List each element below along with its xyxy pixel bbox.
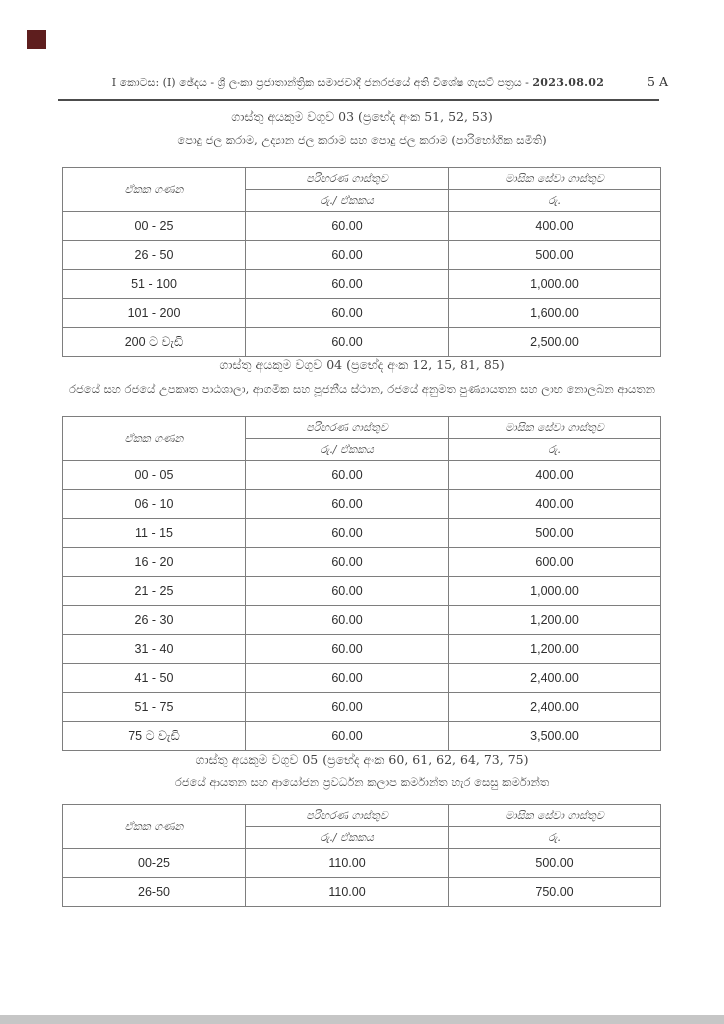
column-subheader-rs-per-unit: රු./ ඒකකය bbox=[246, 439, 449, 461]
column-header-units: ඒකක ගණන bbox=[63, 805, 246, 849]
table-cell: 500.00 bbox=[449, 241, 661, 270]
table-cell: 200 ට වැඩි bbox=[63, 328, 246, 357]
table-cell: 110.00 bbox=[246, 849, 449, 878]
column-header-service-charge: මාසික සේවා ගාස්තුව bbox=[449, 168, 661, 190]
table-row bbox=[63, 270, 661, 299]
gazette-date: 2023.08.02 bbox=[532, 76, 605, 89]
table-row bbox=[63, 241, 661, 270]
table-cell: 400.00 bbox=[449, 490, 661, 519]
table-row bbox=[63, 606, 661, 635]
table-cell: 60.00 bbox=[246, 461, 449, 490]
table-row bbox=[63, 461, 661, 490]
table-cell: 101 - 200 bbox=[63, 299, 246, 328]
table-cell: 500.00 bbox=[449, 849, 661, 878]
table-cell: 31 - 40 bbox=[63, 635, 246, 664]
table-row bbox=[63, 577, 661, 606]
table-cell: 60.00 bbox=[246, 664, 449, 693]
table-cell: 16 - 20 bbox=[63, 548, 246, 577]
page-number: 5 A bbox=[647, 74, 668, 89]
column-header-service-charge: මාසික සේවා ගාස්තුව bbox=[449, 417, 661, 439]
table-cell: 60.00 bbox=[246, 212, 449, 241]
table-cell: 500.00 bbox=[449, 519, 661, 548]
table-cell: 60.00 bbox=[246, 519, 449, 548]
page-bottom-scan-strip bbox=[0, 1015, 724, 1024]
table-cell: 2,400.00 bbox=[449, 664, 661, 693]
column-header-units: ඒකක ගණන bbox=[63, 417, 246, 461]
table-cell: 60.00 bbox=[246, 548, 449, 577]
table-cell: 110.00 bbox=[246, 878, 449, 907]
table-cell: 00 - 05 bbox=[63, 461, 246, 490]
fee-table-04 bbox=[62, 416, 661, 751]
table-cell: 400.00 bbox=[449, 212, 661, 241]
table-row bbox=[63, 878, 661, 907]
gazette-header bbox=[58, 76, 658, 94]
table-cell: 51 - 75 bbox=[63, 693, 246, 722]
table-cell: 60.00 bbox=[246, 270, 449, 299]
table-row bbox=[63, 664, 661, 693]
table-cell: 75 ට වැඩි bbox=[63, 722, 246, 751]
table-cell: 2,400.00 bbox=[449, 693, 661, 722]
table-cell: 2,500.00 bbox=[449, 328, 661, 357]
table-row bbox=[63, 328, 661, 357]
table-cell: 1,200.00 bbox=[449, 606, 661, 635]
table-cell: 60.00 bbox=[246, 693, 449, 722]
table-cell: 60.00 bbox=[246, 241, 449, 270]
table-cell: 750.00 bbox=[449, 878, 661, 907]
column-header-usage-charge: පරිහරණ ගාස්තුව bbox=[246, 168, 449, 190]
fee-table-03 bbox=[62, 167, 661, 357]
table-cell: 1,000.00 bbox=[449, 270, 661, 299]
column-subheader-rs-per-unit: රු./ ඒකකය bbox=[246, 190, 449, 212]
table-cell: 41 - 50 bbox=[63, 664, 246, 693]
table-cell: 1,600.00 bbox=[449, 299, 661, 328]
section-3-title: ගාස්තු අයකුම වගුව 05 (ප්‍රභේද අංක 60, 61, 62, 64, 73, 75) bbox=[195, 752, 529, 767]
fee-table-05 bbox=[62, 804, 661, 907]
gazette-title: ශ්‍රී ලංකා ප්‍රජාතාන්ත්‍රික සමාජවාදී ජනරජයේ අති විශේෂ ගැසට් පත්‍රය - bbox=[217, 76, 529, 89]
table-row bbox=[63, 212, 661, 241]
table-cell: 26 - 50 bbox=[63, 241, 246, 270]
table-cell: 60.00 bbox=[246, 577, 449, 606]
table-cell: 51 - 100 bbox=[63, 270, 246, 299]
column-subheader-rs: රු. bbox=[449, 827, 661, 849]
table-cell: 06 - 10 bbox=[63, 490, 246, 519]
table-row bbox=[63, 722, 661, 751]
table-row bbox=[63, 849, 661, 878]
table-cell: 26 - 30 bbox=[63, 606, 246, 635]
table-cell: 1,000.00 bbox=[449, 577, 661, 606]
table-cell: 60.00 bbox=[246, 606, 449, 635]
section-2-subtitle: රජයේ සහ රජයේ උපකෘත පාඨශාලා, ආගමික සහ පූජනීය ස්ථාන, රජයේ අනුමත පුණ්‍යායතන සහ ලාභ නොලබන ආයතන bbox=[69, 382, 655, 396]
table-cell: 1,200.00 bbox=[449, 635, 661, 664]
column-header-usage-charge: පරිහරණ ගාස්තුව bbox=[246, 417, 449, 439]
column-subheader-rs-per-unit: රු./ ඒකකය bbox=[246, 827, 449, 849]
column-subheader-rs: රු. bbox=[449, 190, 661, 212]
corner-registration-mark bbox=[27, 30, 46, 49]
table-cell: 00 - 25 bbox=[63, 212, 246, 241]
table-cell: 60.00 bbox=[246, 490, 449, 519]
table-row bbox=[63, 693, 661, 722]
table-row bbox=[63, 519, 661, 548]
table-cell: 60.00 bbox=[246, 722, 449, 751]
column-header-units: ඒකක ගණන bbox=[63, 168, 246, 212]
table-cell: 21 - 25 bbox=[63, 577, 246, 606]
table-cell: 600.00 bbox=[449, 548, 661, 577]
section-2-title: ගාස්තු අයකුම වගුව 04 (ප්‍රභේද අංක 12, 15, 81, 85) bbox=[219, 357, 505, 372]
section-3-subtitle: රජයේ ආයතන සහ ආයෝජන ප්‍රවර්ධන කලාප කර්මාන්ත හැර සෙසු කර්මාන්ත bbox=[174, 775, 550, 789]
table-cell: 60.00 bbox=[246, 299, 449, 328]
section-1-title: ගාස්තු අයකුම වගුව 03 (ප්‍රභේද අංක 51, 52, 53) bbox=[231, 109, 493, 124]
column-subheader-rs: රු. bbox=[449, 439, 661, 461]
table-cell: 400.00 bbox=[449, 461, 661, 490]
table-cell: 00-25 bbox=[63, 849, 246, 878]
section-1-subtitle: පොදු ජල කරාම, උද්‍යාන ජල කරාම සහ පොදු ජල කරාම (පාරිභෝගික සමිති) bbox=[177, 133, 547, 147]
table-row bbox=[63, 548, 661, 577]
gazette-part-label: I කොටස: (I) ඡේදය - bbox=[111, 76, 215, 89]
header-rule bbox=[58, 99, 659, 101]
table-cell: 60.00 bbox=[246, 635, 449, 664]
table-cell: 3,500.00 bbox=[449, 722, 661, 751]
table-cell: 60.00 bbox=[246, 328, 449, 357]
column-header-service-charge: මාසික සේවා ගාස්තුව bbox=[449, 805, 661, 827]
table-cell: 11 - 15 bbox=[63, 519, 246, 548]
table-row bbox=[63, 299, 661, 328]
table-row bbox=[63, 635, 661, 664]
table-row bbox=[63, 490, 661, 519]
table-cell: 26-50 bbox=[63, 878, 246, 907]
column-header-usage-charge: පරිහරණ ගාස්තුව bbox=[246, 805, 449, 827]
